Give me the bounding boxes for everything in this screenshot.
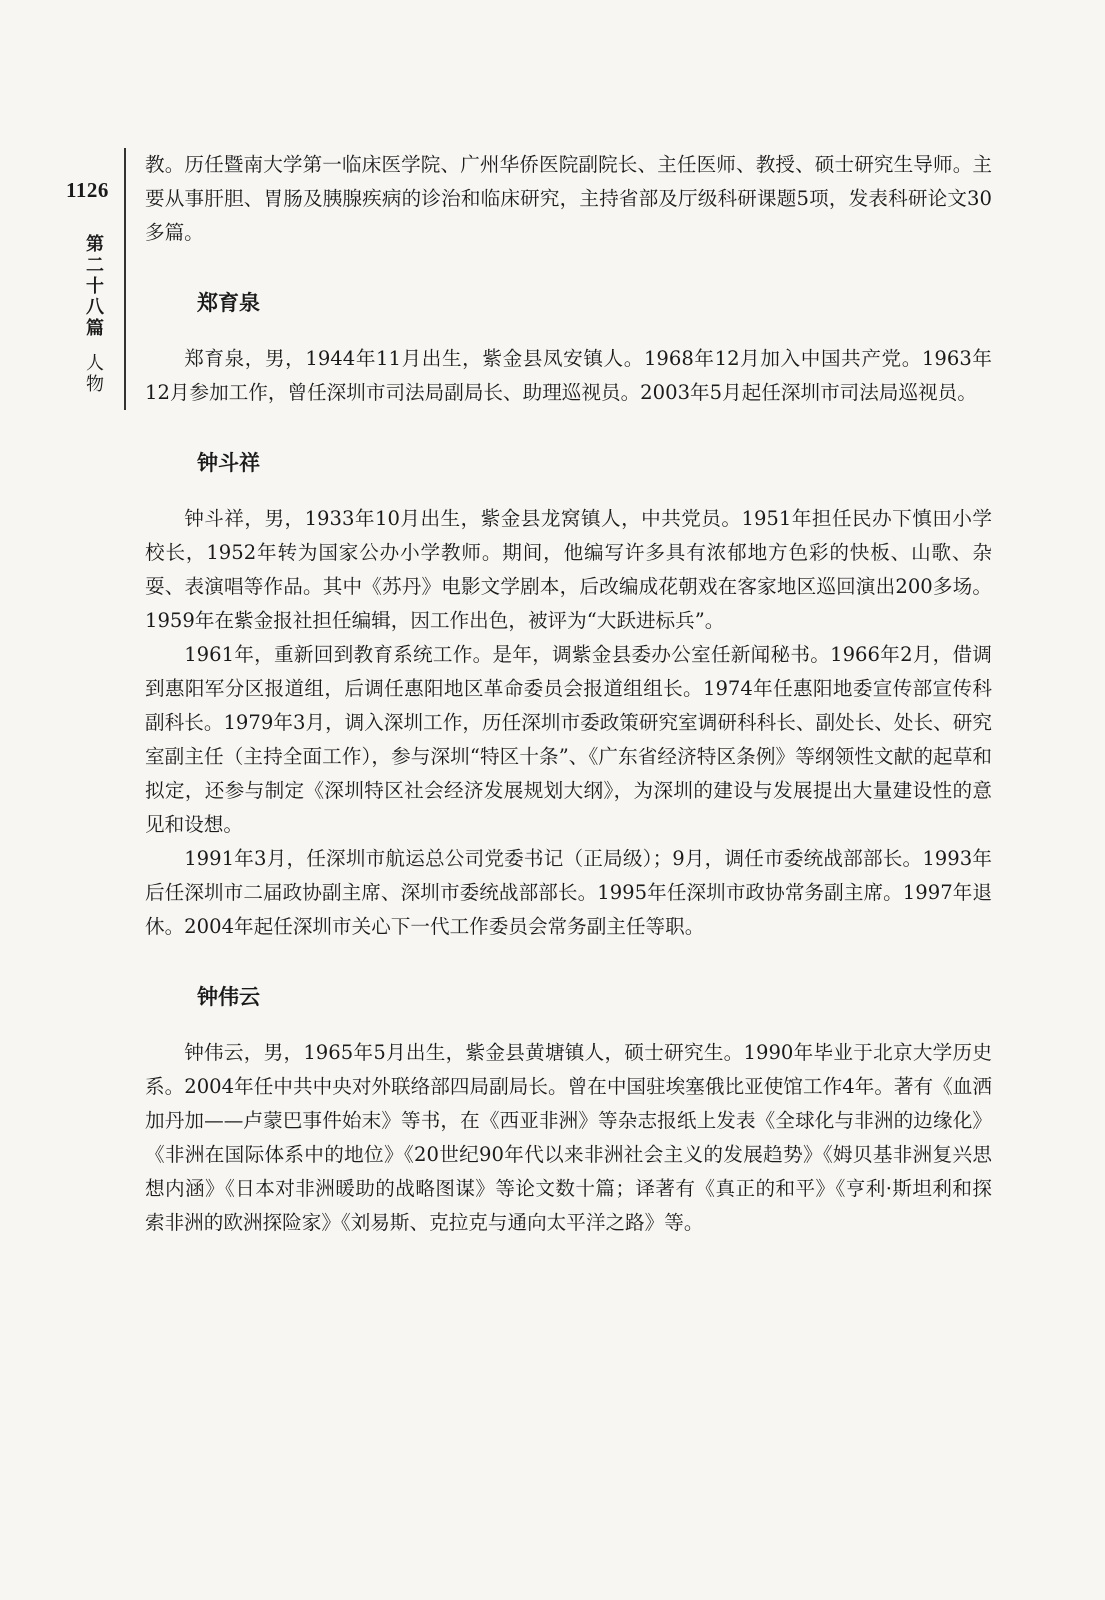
margin-divider [124, 148, 126, 410]
entry-name-zheng-yuquan: 郑育泉 [197, 291, 260, 315]
entry-paragraph: 郑育泉，男，1944年11月出生，紫金县凤安镇人。1968年12月加入中国共产党。1963年12月参加工作，曾任深圳市司法局副局长、助理巡视员。2003年5月起任深圳市司法局巡视员。 [145, 347, 992, 404]
entry-paragraph: 1991年3月，任深圳市航运总公司党委书记（正局级）；9月，调任市委统战部部长。1993年后任深圳市二届政协副主席、深圳市委统战部部长。1995年任深圳市政协常务副主席。1997年退休。2004年起任深圳市关心下一代工作委员会常务副主任等职。 [145, 847, 992, 938]
chapter-label-sub: 人物 [86, 353, 104, 395]
page-number: 1126 [66, 178, 109, 202]
intro-paragraph: 教。历任暨南大学第一临床医学院、广州华侨医院副院长、主任医师、教授、硕士研究生导师。主要从事肝胆、胃肠及胰腺疾病的诊治和临床研究，主持省部及厅级科研课题5项，发表科研论文30多篇。 [145, 153, 992, 244]
chapter-label-main: 第二十八篇 [86, 234, 104, 339]
entry-paragraph: 1961年，重新回到教育系统工作。是年，调紫金县委办公室任新闻秘书。1966年2月，借调到惠阳军分区报道组，后调任惠阳地区革命委员会报道组组长。1974年任惠阳地委宣传部宣传科副科长。1979年3月，调入深圳工作，历任深圳市委政策研究室调研科科长、副处长、处长、研究室副主任（主持全面工作），参与深圳“特区十条”、《广东省经济特区条例》等纲领性文献的起草和拟定，还参与制定《深圳特区社会经济发展规划大纲》，为深圳的建设与发展提出大量建设性的意见和设想。 [145, 643, 992, 836]
entry-paragraph: 钟伟云，男，1965年5月出生，紫金县黄塘镇人，硕士研究生。1990年毕业于北京大学历史系。2004年任中共中央对外联络部四局副局长。曾在中国驻埃塞俄比亚使馆工作4年。著有《血洒加丹加——卢蒙巴事件始末》等书，在《西亚非洲》等杂志报纸上发表《全球化与非洲的边缘化》《非洲在国际体系中的地位》《20世纪90年代以来非洲社会主义的发展趋势》《姆贝基非洲复兴思想内涵》《日本对非洲暖助的战略图谋》等论文数十篇；译著有《真正的和平》《亨利·斯坦利和探索非洲的欧洲探险家》《刘易斯、克拉克与通向太平洋之路》等。 [145, 1041, 992, 1234]
entry-name-zhong-weiyun: 钟伟云 [197, 985, 260, 1009]
main-text [145, 148, 992, 1240]
entry-name-zhong-douxiang: 钟斗祥 [197, 451, 260, 475]
chapter-label [84, 234, 106, 395]
entry-paragraph: 钟斗祥，男，1933年10月出生，紫金县龙窝镇人，中共党员。1951年担任民办下慎田小学校长，1952年转为国家公办小学教师。期间，他编写许多具有浓郁地方色彩的快板、山歌、杂耍、表演唱等作品。其中《苏丹》电影文学剧本，后改编成花朝戏在客家地区巡回演出200多场。1959年在紫金报社担任编辑，因工作出色，被评为“大跃进标兵”。 [145, 507, 992, 632]
